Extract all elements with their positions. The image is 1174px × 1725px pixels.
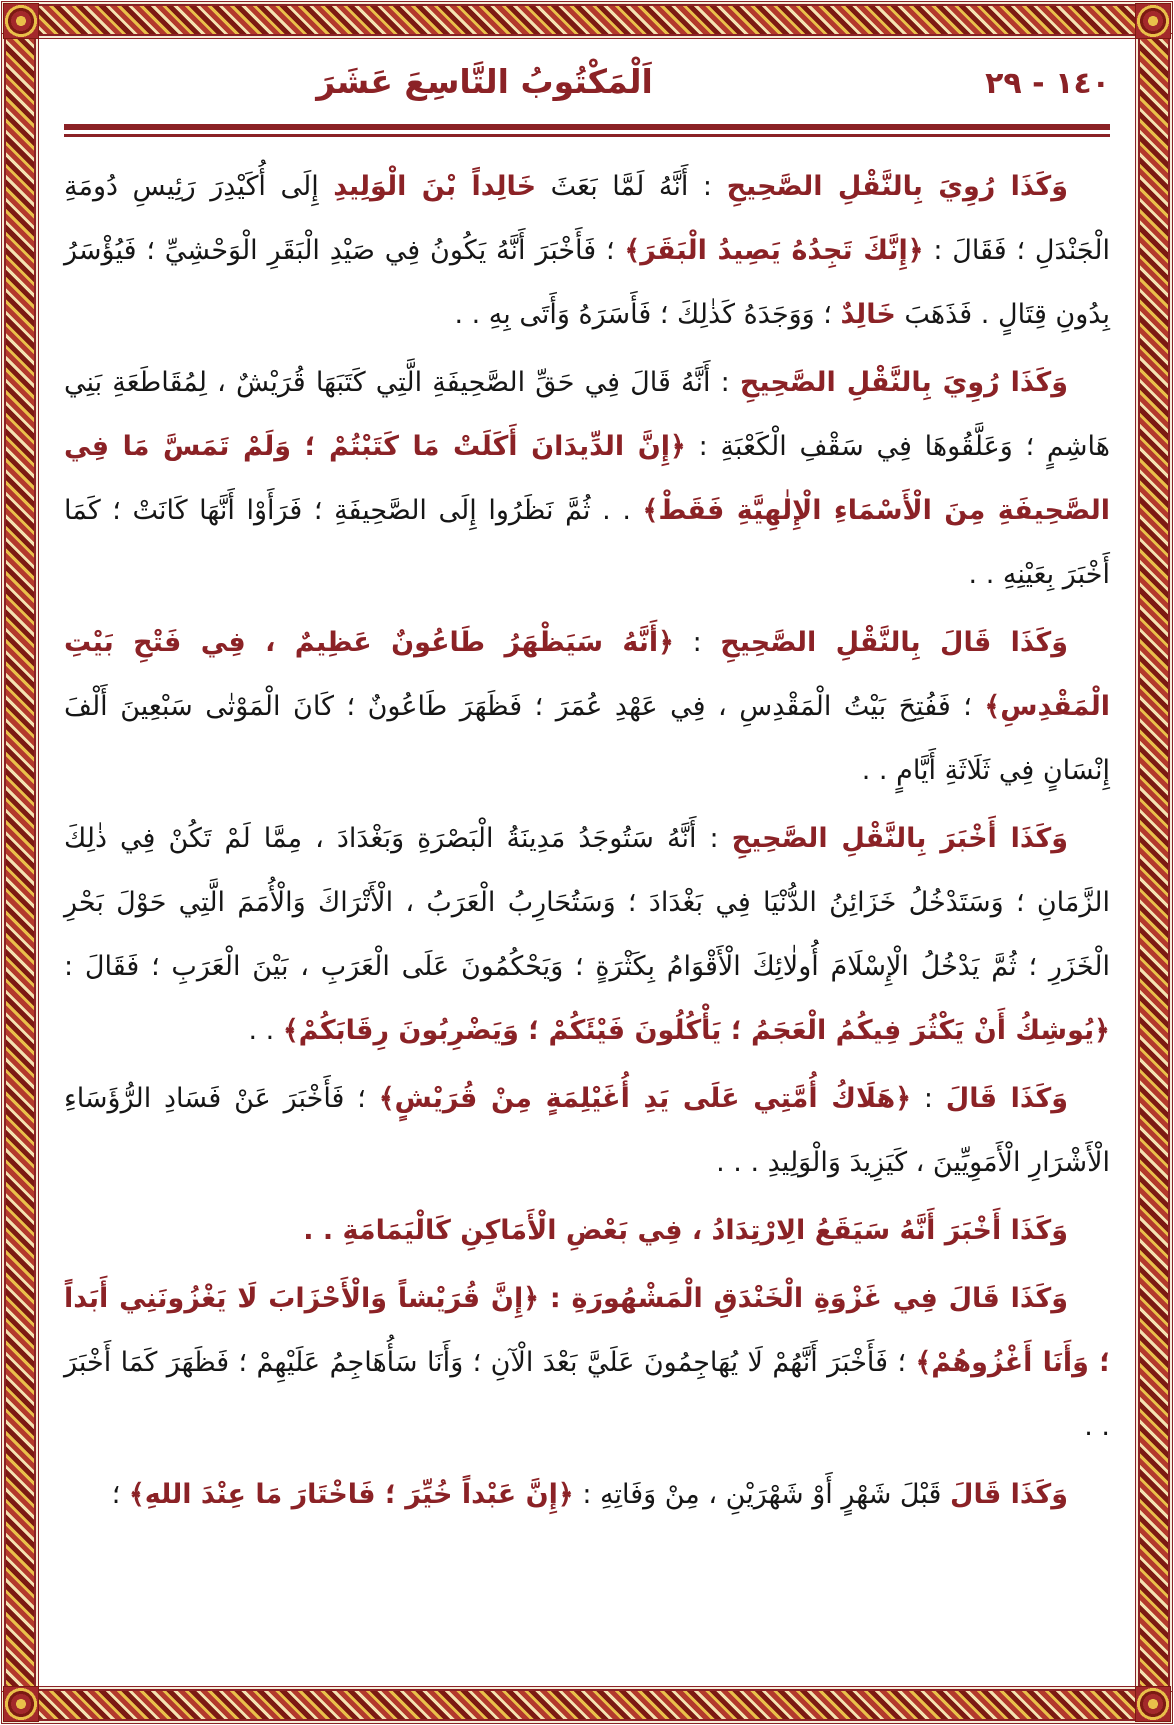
body-text	[64, 155, 1110, 1527]
body-text-segment: ؛ فَفُتِحَ بَيْتُ الْمَقْدِسِ ، فِي عَهْدِ عُمَرَ ؛ فَظَهَرَ طَاعُونٌ ؛ كَانَ الْمَوْتٰى سَبْعِينَ أَلْفَ إِنْسَانٍ فِي ثَلَاثَةِ أَيَّامٍ . .	[64, 691, 1110, 786]
body-text-segment: : أَنَّهُ قَالَ فِي حَقِّ الصَّحِيفَةِ الَّتِي كَتَبَهَا قُرَيْشٌ ، لِمُقَاطَعَةِ بَنِي هَاشِمٍ ؛ وَعَلَّقُوهَا فِي سَقْفِ الْكَعْبَةِ :	[64, 367, 1110, 462]
highlighted-text-segment: وَكَذَا رُوِيَ بِالنَّقْلِ الصَّحِيحِ	[739, 367, 1068, 398]
highlighted-text-segment: ﴿أَنَّهُ سَيَظْهَرُ طَاعُونٌ عَظِيمٌ ، فِي فَتْحِ بَيْتِ الْمَقْدِسِ﴾	[64, 627, 1110, 722]
highlighted-text-segment: وَكَذَا رُوِيَ بِالنَّقْلِ الصَّحِيحِ	[726, 171, 1069, 202]
paragraph-6	[64, 1199, 1110, 1263]
body-text-segment: :	[674, 627, 721, 658]
page-header	[64, 62, 1110, 114]
body-text-segment: قَبْلَ شَهْرٍ أَوْ شَهْرَيْنِ ، مِنْ وَفَاتِهِ :	[573, 1479, 951, 1510]
paragraph-5	[64, 1067, 1110, 1195]
ornamental-border-bottom	[4, 1689, 1170, 1721]
highlighted-text-segment: ﴿إِنَّكَ تَجِدُهُ يَصِيدُ الْبَقَرَ﴾	[624, 235, 924, 266]
border-corner-ornament	[1135, 1686, 1171, 1722]
body-text-segment: : أَنَّهُ سَتُوجَدُ مَدِينَةُ الْبَصْرَةِ وَبَغْدَادَ ، مِمَّا لَمْ تَكُنْ فِي ذٰلِكَ الزَّمَانِ ؛ وَسَتَدْخُلُ خَزَائِنُ الدُّنْيَا فِي بَغْدَادَ ؛ وَسَتُحَارِبُ الْعَرَبُ ، الْأَتْرَاكَ وَالْأُمَمَ الَّتِي حَوْلَ بَحْرِ الْخَزَرِ ؛ ثُمَّ يَدْخُلُ الْإِسْلَامَ أُولٰائِكَ الْأَقْوَامُ بِكَثْرَةٍ ؛ وَيَحْكُمُونَ عَلَى الْعَرَبِ ، بَيْنَ الْعَرَبِ ؛ فَقَالَ :	[64, 823, 1110, 982]
body-text-segment: ؛	[111, 1479, 129, 1510]
page-content	[64, 48, 1110, 1677]
highlighted-text-segment: وَكَذَا قَالَ	[950, 1479, 1068, 1510]
highlighted-text-segment: ﴿إِنَّ عَبْداً خُيِّرَ ؛ فَاخْتَارَ مَا عِنْدَ اللهِ﴾	[128, 1479, 574, 1510]
paragraph-2	[64, 351, 1110, 607]
body-text-segment: . .	[248, 1015, 283, 1046]
ornamental-border-right	[1138, 36, 1170, 1689]
body-text-segment: إِلَى أُكَيْدِرَ رَئِيسِ دُومَةِ الْجَنْدَلِ ؛ فَقَالَ :	[64, 171, 1111, 266]
highlighted-text-segment: خَالِداً بْنَ الْوَلِيدِ	[333, 171, 537, 202]
header-divider	[64, 124, 1110, 137]
body-text-segment: ؛ فَأَخْبَرَ أَنَّهُ يَكُونُ فِي صَيْدِ الْبَقَرِ الْوَحْشِيِّ ؛ فَيُؤْسَرُ بِدُونِ قِتَالٍ . فَذَهَبَ	[64, 235, 1110, 330]
body-text-segment: :	[911, 1083, 946, 1114]
paragraph-8	[64, 1463, 1110, 1527]
highlighted-text-segment: خَالِدٌ	[840, 299, 896, 330]
body-text-segment: : أَنَّهُ لَمَّا بَعَثَ	[536, 171, 727, 202]
body-text-segment: ؛ فَأَخْبَرَ عَنْ فَسَادِ الرُّؤَسَاءِ الْأَشْرَارِ الْأَمَوِيِّينَ ، كَيَزِيدَ وَالْوَلِيدِ . . .	[64, 1083, 1110, 1178]
paragraph-3	[64, 611, 1110, 803]
highlighted-text-segment: وَكَذَا قَالَ بِالنَّقْلِ الصَّحِيحِ	[720, 627, 1069, 658]
highlighted-text-segment: وَكَذَا أَخْبَرَ بِالنَّقْلِ الصَّحِيحِ	[731, 823, 1068, 854]
highlighted-text-segment: وَكَذَا قَالَ	[945, 1083, 1069, 1114]
border-corner-ornament	[3, 1686, 39, 1722]
border-corner-ornament	[1135, 3, 1171, 39]
highlighted-text-segment: وَكَذَا قَالَ فِي غَزْوَةِ الْخَنْدَقِ الْمَشْهُورَةِ : ﴿إِنَّ قُرَيْشاً وَالْأَحْزَابَ لَا يَغْزُونَنِي أَبَداً ؛ وَأَنَا أَغْزُوهُمْ﴾	[64, 1283, 1110, 1378]
divider-thin-line	[64, 134, 1110, 137]
page-number-reference: ١٤٠ - ٢٩	[985, 66, 1110, 101]
highlighted-text-segment: ﴿هَلَاكُ أُمَّتِي عَلَى يَدِ أُغَيْلِمَةٍ مِنْ قُرَيْشٍ﴾	[378, 1083, 912, 1114]
paragraph-1	[64, 155, 1110, 347]
highlighted-text-segment: ﴿يُوشِكُ أَنْ يَكْثُرَ فِيكُمُ الْعَجَمُ ؛ يَأْكُلُونَ فَيْئَكُمْ ؛ وَيَضْرِبُونَ رِقَابَكُمْ﴾	[282, 1015, 1110, 1046]
page-title: اَلْمَكْتُوبُ التَّاسِعَ عَشَرَ	[316, 62, 653, 101]
highlighted-text-segment: وَكَذَا أَخْبَرَ أَنَّهُ سَيَقَعُ الِارْتِدَادُ ، فِي بَعْضِ الْأَمَاكِنِ كَالْيَمَامَةِ . .	[303, 1215, 1068, 1246]
ornamental-border-left	[4, 36, 36, 1689]
border-corner-ornament	[3, 3, 39, 39]
paragraph-7	[64, 1267, 1110, 1459]
highlighted-text-segment: ﴿إِنَّ الدِّيدَانَ أَكَلَتْ مَا كَتَبْتُمْ ؛ وَلَمْ تَمَسَّ مَا فِي الصَّحِيفَةِ مِنَ الْأَسْمَاءِ الْإِلٰهِيَّةِ فَقَطْ﴾	[64, 431, 1110, 526]
body-text-segment: ؛ وَوَجَدَهُ كَذٰلِكَ ؛ فَأَسَرَهُ وَأَتَى بِهِ . .	[454, 299, 841, 330]
paragraph-4	[64, 807, 1110, 1063]
body-text-segment: . . ثُمَّ نَظَرُوا إِلَى الصَّحِيفَةِ ؛ فَرَأَوْا أَنَّهَا كَانَتْ ؛ كَمَا أَخْبَرَ بِعَيْنِهِ . .	[64, 495, 1110, 590]
body-text-segment: ؛ فَأَخْبَرَ أَنَّهُمْ لَا يُهَاجِمُونَ عَلَيَّ بَعْدَ الْآنِ ؛ وَأَنَا سَأُهَاجِمُ عَلَيْهِمْ ؛ فَظَهَرَ كَمَا أَخْبَرَ . .	[64, 1347, 1110, 1442]
title-wrap	[64, 62, 985, 101]
ornamental-border-top	[4, 4, 1170, 36]
